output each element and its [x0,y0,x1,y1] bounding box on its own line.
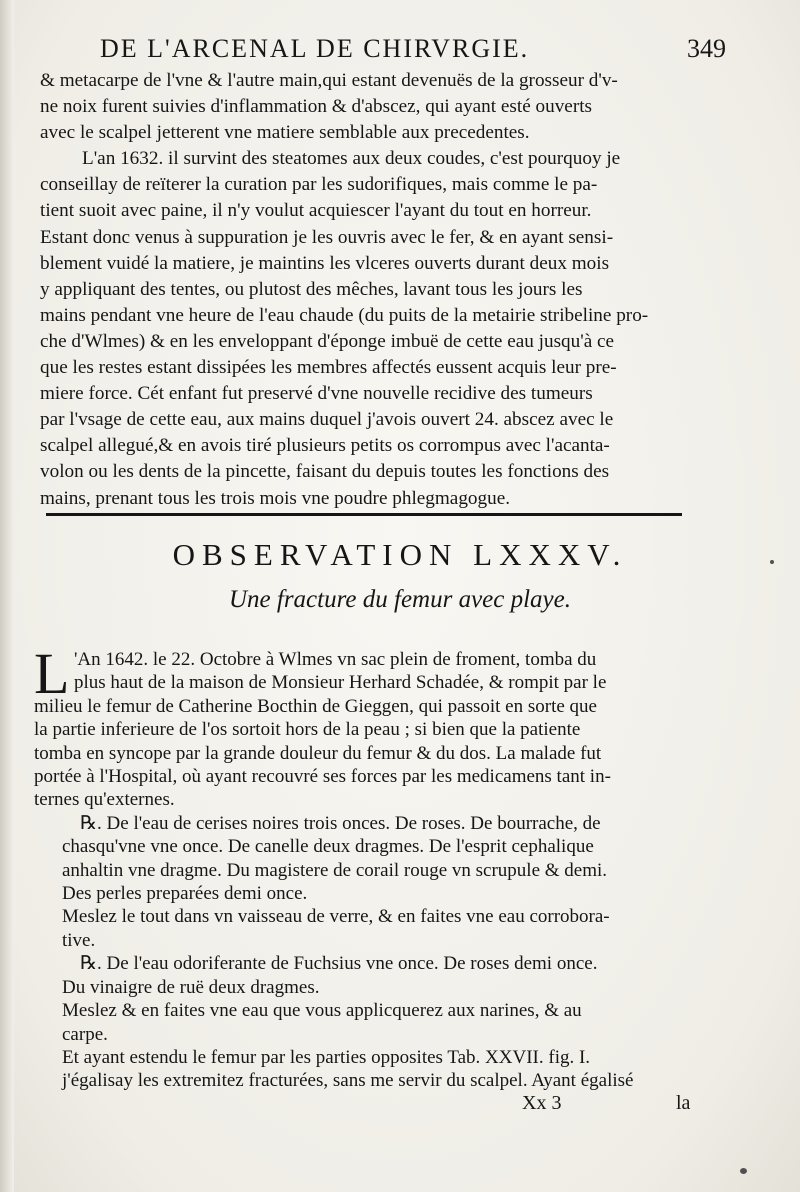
drop-cap: L [34,641,70,706]
signature-mark: Xx 3 [522,1092,562,1114]
text-line: tomba en syncope par la grande douleur du femur & du dos. La malade fut [34,742,602,764]
text-line: che d'Wlmes) & en les enveloppant d'éponge imbuë de cette eau jusqu'à ce [40,330,615,352]
prescription-line: Meslez & en faites vne eau que vous applicquerez aux narines, & au [62,1000,582,1022]
prescription-line: carpe. [62,1023,108,1045]
text-line: y appliquant des tentes, ou plutost des mêches, lavant tous les jours les [40,278,583,300]
text-line: Estant donc venus à suppuration je les ouvris avec le fer, & en ayant sensi- [40,226,614,248]
text-line: L'an 1632. il survint des steatomes aux deux coudes, c'est pourquoy je [82,148,621,170]
paragraph-one [40,68,680,512]
text-line: mains pendant vne heure de l'eau chaude (du puits de la metairie stribeline pro- [40,304,649,326]
prescription-line: chasqu'vne vne once. De canelle deux dragmes. De l'esprit cephalique [62,836,594,858]
text-line: la partie inferieure de l'os sortoit hors de la peau ; si bien que la patiente [34,719,581,741]
paragraph-two [34,641,682,1093]
catchword: la [676,1092,691,1114]
text-line: 'An 1642. le 22. Octobre à Wlmes vn sac plein de froment, tomba du [74,649,597,670]
page-number: 349 [687,34,726,63]
text-line: mains, prenant tous les trois mois vne poudre phlegmagogue. [40,487,511,509]
ink-spot [770,560,774,564]
text-line: volon ou les dents de la pincette, faisant du depuis toutes les fonctions des [40,461,610,483]
prescription-line: anhaltin vne dragme. Du magistere de corail rouge vn scrupule & demi. [62,859,608,881]
prescription-line: Du vinaigre de ruë deux dragmes. [62,976,320,998]
observation-title: OBSERVATION LXXXV. [172,537,628,572]
prescription-line: tive. [62,929,96,951]
text-line: plus haut de la maison de Monsieur Herhard Schadée, & rompit par le [74,672,607,694]
text-line: ne noix furent suivies d'inflammation & d'abscez, qui ayant esté ouverts [40,96,593,118]
text-line: que les restes estant dissipées les membres affectés eussent acquis leur pre- [40,357,617,379]
text-line: j'égalisay les extremitez fracturées, sans me servir du scalpel. Ayant égalisé [62,1070,634,1092]
text-line: & metacarpe de l'vne & l'autre main,qui estant devenuës de la grosseur d'v- [40,70,618,91]
running-title: DE L'ARCENAL DE CHIRVRGIE. [100,34,530,63]
section-divider [46,513,682,516]
text-line: Et ayant estendu le femur par les parties opposites Tab. XXVII. fig. I. [62,1046,591,1068]
text-line: tient suoit avec paine, il n'y voulut acquiescer l'ayant du tout en horreur. [40,200,592,222]
text-line: portée à l'Hospital, où ayant recouvré ses forces par les medicamens tant in- [34,766,611,788]
text-line: conseillay de reïterer la curation par les sudorifiques, mais comme le pa- [40,174,598,196]
text-line: scalpel allegué,& en avois tiré plusieurs petits os corrompus avec l'acanta- [40,435,610,457]
text-line: par l'vsage de cette eau, aux mains duquel j'avois ouvert 24. abscez avec le [40,409,614,431]
text-line: ternes qu'externes. [34,789,175,811]
text-line: avec le scalpel jetterent vne matiere semblable aux precedentes. [40,122,530,144]
observation-subtitle: Une fracture du femur avec playe. [228,586,572,613]
prescription-line: Meslez le tout dans vn vaisseau de verre, & en faites vne eau corrobora- [62,906,610,928]
prescription-line: ℞. De l'eau de cerises noires trois onces. De roses. De bourrache, de [80,812,601,834]
text-line: blement vuidé la matiere, je maintins les vlceres ouverts durant deux mois [40,252,610,274]
prescription-line: ℞. De l'eau odoriferante de Fuchsius vne once. De roses demi once. [80,953,598,975]
text-line: miere force. Cét enfant fut preservé d'vne nouvelle recidive des tumeurs [40,383,593,405]
prescription-line: Des perles preparées demi once. [62,883,308,905]
text-line: milieu le femur de Catherine Bocthin de Gieggen, qui passoit en sorte que [34,695,597,717]
ink-spot [740,1168,747,1174]
